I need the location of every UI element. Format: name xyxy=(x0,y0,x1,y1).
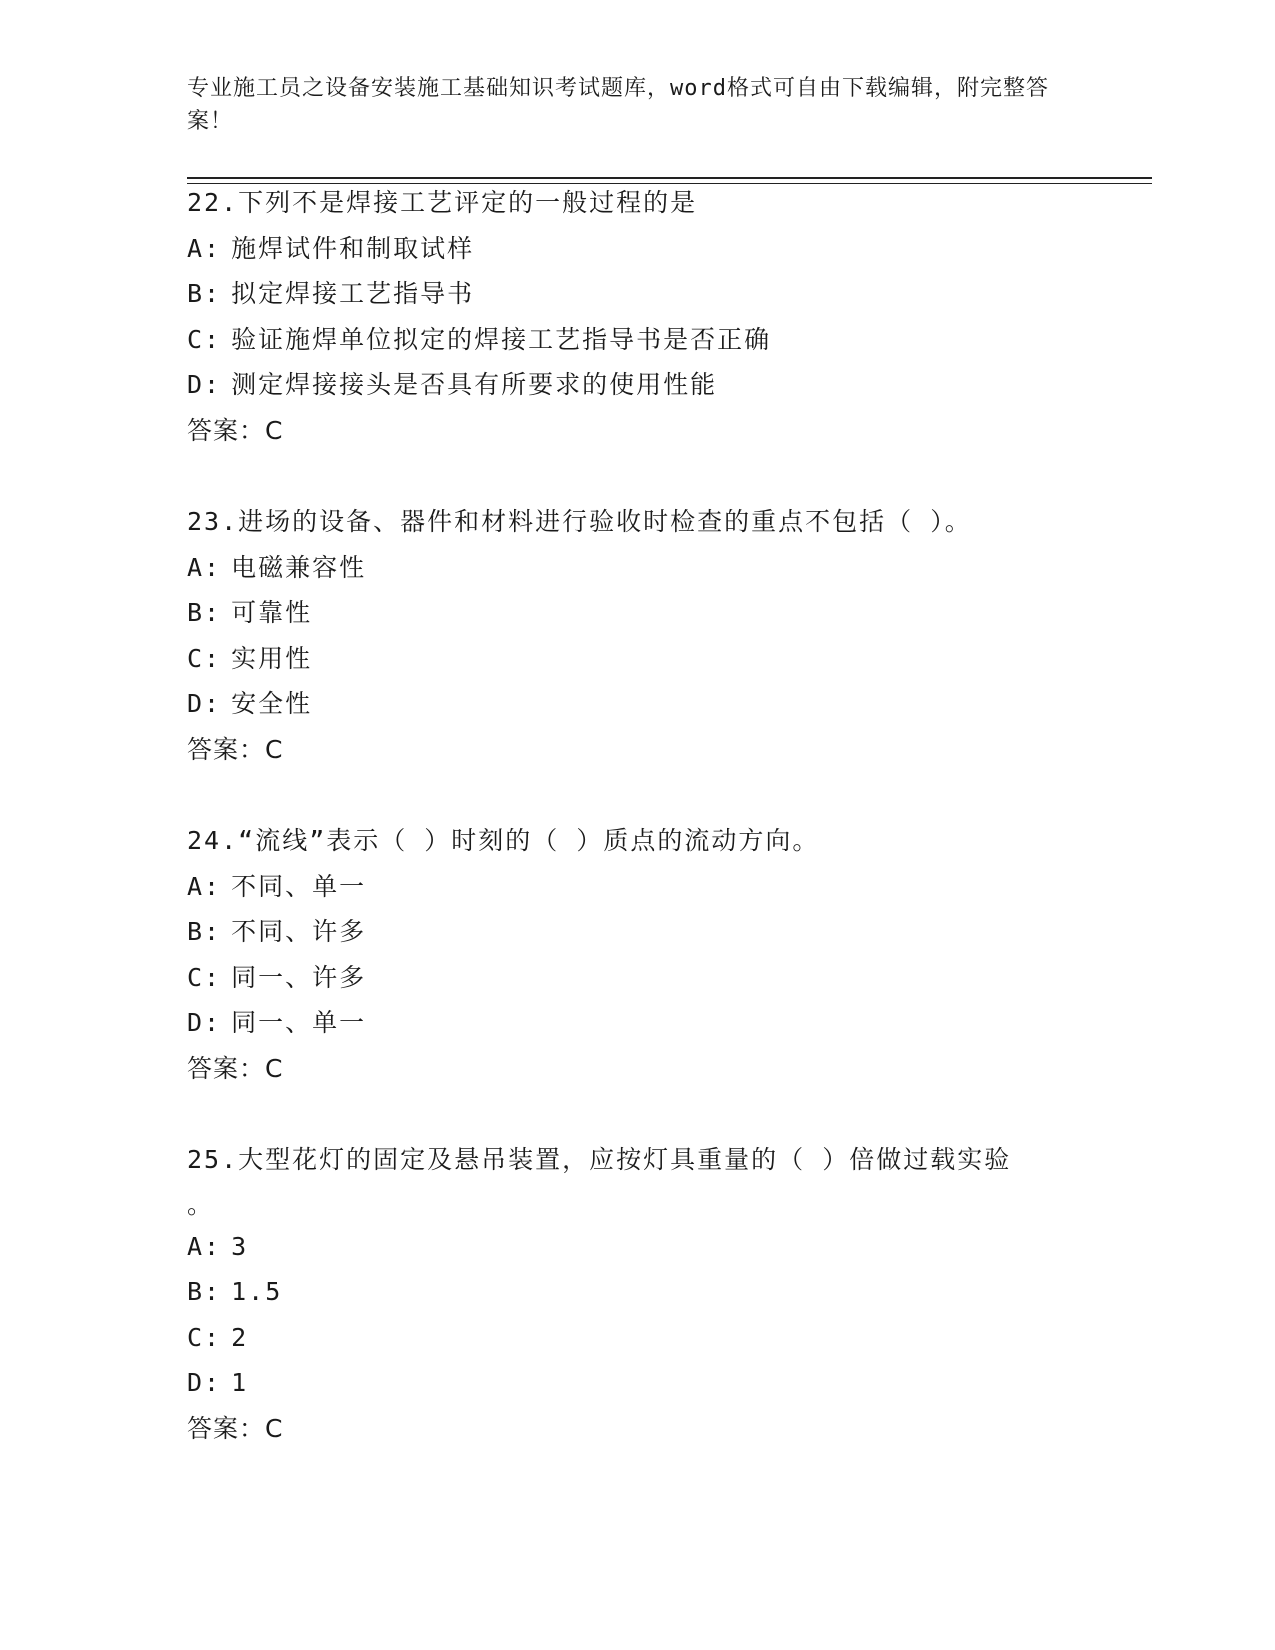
option-text: 安全性 xyxy=(231,689,313,718)
header-divider xyxy=(187,177,1152,179)
question-23 xyxy=(187,507,1087,765)
option-label: A: xyxy=(187,233,222,263)
option-text: 验证施焊单位拟定的焊接工艺指导书是否正确 xyxy=(231,324,772,354)
option-c xyxy=(187,1323,1087,1353)
header-divider-thin xyxy=(187,183,1152,184)
option-a xyxy=(187,1232,1087,1262)
question-stem-continuation: 。 xyxy=(187,1189,213,1219)
question-22 xyxy=(187,188,1087,446)
question-stem: 22.下列不是焊接工艺评定的一般过程的是 xyxy=(187,188,698,217)
option-label: B: xyxy=(187,917,222,946)
option-b xyxy=(187,279,1087,309)
option-text: 不同、单一 xyxy=(231,871,367,901)
option-label: D: xyxy=(187,1368,222,1397)
option-text: 2 xyxy=(231,1322,249,1352)
option-text: 可靠性 xyxy=(231,598,313,627)
option-label: C: xyxy=(187,962,222,992)
option-label: B: xyxy=(187,598,222,627)
option-text: 1 xyxy=(231,1368,249,1397)
option-label: A: xyxy=(187,1231,222,1261)
option-text: 同一、许多 xyxy=(231,962,367,992)
option-label: D: xyxy=(187,1008,222,1037)
answer-line: 答案：C xyxy=(187,734,284,764)
option-text: 电磁兼容性 xyxy=(231,552,367,582)
question-stem: 25.大型花灯的固定及悬吊装置，应按灯具重量的（ ）倍做过载实验 xyxy=(187,1145,1012,1174)
question-stem: 23.进场的设备、器件和材料进行验收时检查的重点不包括（ ）。 xyxy=(187,507,972,536)
option-b xyxy=(187,598,1087,628)
question-stem: 24.“流线”表示（ ）时刻的（ ）质点的流动方向。 xyxy=(187,826,820,855)
option-a xyxy=(187,553,1087,583)
option-text: 施焊试件和制取试样 xyxy=(231,233,475,263)
option-label: C: xyxy=(187,324,222,354)
answer-line: 答案：C xyxy=(187,415,284,445)
option-label: C: xyxy=(187,1322,222,1352)
option-b xyxy=(187,1277,1087,1307)
answer-line: 答案：C xyxy=(187,1413,284,1443)
option-a xyxy=(187,872,1087,902)
option-text: 不同、许多 xyxy=(231,917,367,946)
question-24 xyxy=(187,826,1087,1084)
option-label: A: xyxy=(187,871,222,901)
option-text: 实用性 xyxy=(231,643,313,673)
option-d xyxy=(187,370,1087,400)
option-label: D: xyxy=(187,689,222,718)
option-d xyxy=(187,689,1087,719)
option-label: C: xyxy=(187,643,222,673)
document-header: 专业施工员之设备安装施工基础知识考试题库，word格式可自由下载编辑，附完整答案！ xyxy=(187,76,1049,134)
option-label: B: xyxy=(187,1277,222,1306)
option-text: 测定焊接接头是否具有所要求的使用性能 xyxy=(231,370,718,399)
option-a xyxy=(187,234,1087,264)
option-d xyxy=(187,1008,1087,1038)
option-text: 拟定焊接工艺指导书 xyxy=(231,279,475,308)
option-label: A: xyxy=(187,552,222,582)
option-c xyxy=(187,963,1087,993)
option-b xyxy=(187,917,1087,947)
option-label: B: xyxy=(187,279,222,308)
option-label: D: xyxy=(187,370,222,399)
question-25 xyxy=(187,1145,1087,1444)
answer-line: 答案：C xyxy=(187,1053,284,1083)
option-d xyxy=(187,1368,1087,1398)
option-text: 3 xyxy=(231,1231,249,1261)
option-c xyxy=(187,644,1087,674)
option-c xyxy=(187,325,1087,355)
option-text: 同一、单一 xyxy=(231,1008,367,1037)
option-text: 1.5 xyxy=(231,1277,283,1306)
